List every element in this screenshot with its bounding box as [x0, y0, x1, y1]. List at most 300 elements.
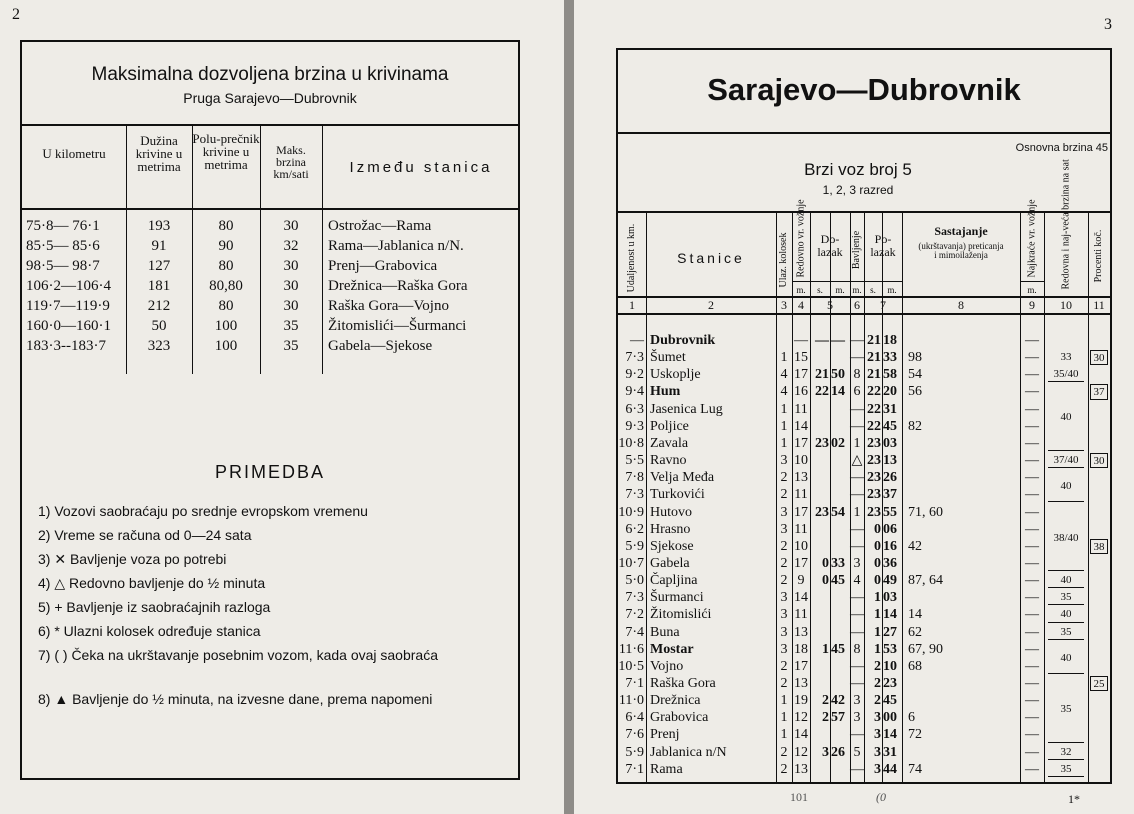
row-meetings: 98 [908, 350, 922, 366]
row-shortest: — [1025, 333, 1039, 348]
row-station: Poljice [650, 418, 689, 434]
row-track: 1 [780, 693, 788, 709]
row-departure-hour: 2 [874, 676, 881, 691]
handwritten-mark: 101 [790, 790, 808, 804]
row-regular-time: 18 [794, 641, 808, 657]
column-number: 2 [708, 298, 714, 312]
max-speed-cell: 40 [1048, 384, 1084, 451]
curve-length: 212 [147, 298, 171, 314]
row-arrival-minute: 50 [831, 367, 845, 383]
row-station: Vojno [650, 658, 684, 674]
row-dwell: — [850, 761, 864, 777]
col-header-grade: Procenti koč. [1093, 229, 1104, 283]
row-station: Drežnica [650, 693, 701, 709]
row-dwell: 3 [853, 710, 861, 726]
row-departure-minute: 36 [883, 555, 897, 571]
divider [22, 208, 518, 210]
row-departure-minute: 45 [883, 693, 897, 709]
row-shortest: — [1025, 521, 1039, 537]
row-regular-time: 13 [794, 676, 808, 691]
grade-cell: 30 [1090, 453, 1108, 468]
grade-cell: 30 [1090, 350, 1108, 365]
curve-km: 75·8— 76·1 [26, 218, 100, 234]
col-header-max-speed: Redovna i naj-veća brzina na sat [1060, 159, 1072, 290]
grid-line [1020, 281, 1044, 282]
row-station: Prenj [650, 727, 680, 743]
row-distance: 5·0 [625, 573, 644, 589]
note: 3) ✕ Bavljenje voza po potrebi [38, 551, 227, 567]
row-track: 3 [780, 453, 788, 469]
table-title: Maksimalna dozvoljena brzina u krivinama [91, 64, 449, 85]
row-arrival-minute: 54 [831, 504, 845, 520]
row-station: Šumet [650, 350, 686, 366]
row-track: 3 [780, 641, 788, 657]
row-departure-hour: 1 [874, 607, 881, 623]
col-header-arrival: Do-lazak [817, 232, 843, 259]
row-shortest: — [1025, 367, 1039, 383]
row-meetings: 71, 60 [908, 504, 943, 520]
row-meetings: 72 [908, 727, 922, 743]
row-departure-hour: 2 [874, 693, 881, 709]
row-dwell: 1 [853, 435, 861, 451]
curve-speed: 30 [283, 278, 299, 294]
curve-between: Raška Gora—Vojno [328, 298, 449, 314]
column-number: 11 [1093, 298, 1105, 312]
row-regular-time: 15 [794, 350, 808, 366]
row-regular-time: 10 [794, 538, 808, 554]
row-station: Čapljina [650, 573, 698, 589]
row-dwell: — [850, 333, 864, 348]
max-speed-cell: 40 [1048, 642, 1084, 674]
row-distance: 7·4 [625, 624, 644, 640]
row-distance: 5·9 [625, 538, 644, 554]
row-regular-time: 14 [794, 727, 808, 743]
curve-radius: 90 [218, 238, 234, 254]
col-header-between: Između stanica [349, 159, 493, 176]
row-departure-hour: 2 [874, 658, 881, 674]
row-departure-minute: 18 [883, 333, 897, 348]
curve-speed: 30 [283, 258, 299, 274]
row-departure-hour: 21 [867, 350, 881, 366]
max-speed-cell: 37/40 [1048, 453, 1084, 468]
row-distance: 10·9 [618, 504, 644, 520]
row-station: Zavala [650, 435, 689, 451]
curve-between: Rama—Jablanica n/N. [328, 238, 464, 254]
row-station: Ravno [650, 453, 687, 469]
row-departure-minute: 53 [883, 641, 897, 657]
row-dwell: — [850, 350, 864, 366]
row-departure-hour: 23 [867, 453, 881, 469]
row-arrival-minute: 02 [831, 435, 845, 451]
grid-line [646, 211, 647, 782]
row-track: 2 [780, 676, 788, 691]
curve-between: Žitomislići—Šurmanci [328, 318, 467, 334]
curve-km: 85·5— 85·6 [26, 238, 100, 254]
note: 5) + Bavljenje iz saobraćajnih razloga [38, 599, 271, 615]
curve-km: 98·5— 98·7 [26, 258, 100, 274]
row-departure-hour: 3 [874, 727, 881, 743]
row-station: Hum [650, 384, 681, 400]
row-departure-minute: 10 [883, 658, 897, 674]
column-number: 7 [880, 298, 886, 312]
row-dwell: 3 [853, 555, 861, 571]
route-title: Sarajevo—Dubrovnik [707, 72, 1021, 107]
row-track: 1 [780, 418, 788, 434]
col-header-length: Dužina krivine u metrima [135, 133, 183, 174]
train-classes: 1, 2, 3 razred [822, 183, 894, 197]
row-track: 3 [780, 607, 788, 623]
column-number: 10 [1060, 298, 1072, 312]
row-arrival-hour: 23 [815, 435, 829, 451]
col-header-regular: Redovno vr. vožnje [795, 199, 807, 278]
row-distance: — [630, 333, 644, 348]
curve-radius: 80,80 [209, 278, 243, 294]
curve-length: 193 [147, 218, 171, 234]
row-dwell: — [850, 624, 864, 640]
row-meetings: 56 [908, 384, 922, 400]
row-shortest: — [1025, 384, 1039, 400]
right-page [574, 0, 1134, 814]
curve-speed-table [20, 40, 520, 780]
notes-title: PRIMEDBA [214, 462, 326, 482]
curve-speed: 30 [283, 298, 299, 314]
row-dwell: — [850, 607, 864, 623]
row-arrival-hour: 0 [822, 573, 829, 589]
grid-line [902, 211, 903, 782]
row-dwell: 6 [853, 384, 861, 400]
row-meetings: 82 [908, 418, 922, 434]
unit-label: m. [796, 285, 806, 295]
base-speed: Osnovna brzina 45 [1015, 142, 1108, 154]
row-departure-hour: 23 [867, 504, 881, 520]
row-meetings: 62 [908, 624, 922, 640]
row-dwell: — [850, 538, 864, 554]
max-speed-cell: 35 [1048, 590, 1084, 605]
row-shortest: — [1025, 607, 1039, 623]
row-distance: 6·4 [625, 710, 644, 726]
row-meetings: 54 [908, 367, 922, 383]
row-arrival-minute: — [831, 333, 845, 348]
row-track: 1 [780, 727, 788, 743]
row-shortest: — [1025, 435, 1039, 451]
row-dwell: — [850, 590, 864, 606]
row-shortest: — [1025, 418, 1039, 434]
curve-km: 183·3--183·7 [26, 338, 106, 354]
row-arrival-minute: 33 [831, 555, 845, 571]
row-shortest: — [1025, 538, 1039, 554]
curve-length: 181 [147, 278, 171, 294]
max-speed-cell: 35 [1048, 625, 1084, 640]
row-meetings: 87, 64 [908, 573, 943, 589]
row-arrival-hour: 3 [822, 744, 829, 760]
row-distance: 9·2 [625, 367, 644, 383]
curve-radius: 80 [218, 298, 234, 314]
page-number: 3 [1104, 16, 1112, 33]
row-regular-time: 17 [794, 555, 808, 571]
row-dwell: 8 [853, 367, 861, 383]
row-track: 3 [780, 521, 788, 537]
row-departure-hour: 3 [874, 761, 881, 777]
curve-speed: 35 [283, 338, 299, 354]
row-track: 2 [780, 658, 788, 674]
row-departure-minute: 03 [883, 435, 897, 451]
row-station: Žitomislići [650, 607, 712, 623]
page-number: 2 [12, 6, 20, 23]
max-speed-cell: 33 [1048, 333, 1084, 382]
unit-label: m. [852, 285, 862, 295]
row-departure-minute: 23 [883, 676, 897, 691]
row-track: 4 [780, 367, 788, 383]
note: 1) Vozovi saobraćaju po srednje evropskom vremenu [38, 503, 368, 519]
signature-mark: 1* [1068, 792, 1080, 806]
column-number: 5 [827, 298, 833, 312]
note: 8) ▲ Bavljenje do ½ minuta, na izvesne dane, prema napomeni [38, 691, 433, 707]
row-regular-time: 13 [794, 761, 808, 777]
col-header-km: U kilometru [42, 146, 106, 161]
row-meetings: 67, 90 [908, 641, 943, 657]
row-arrival-minute: 45 [831, 573, 845, 589]
row-departure-minute: 49 [883, 573, 897, 589]
curve-between: Prenj—Grabovica [328, 258, 438, 274]
timetable [616, 48, 1112, 784]
row-arrival-hour: — [815, 333, 829, 348]
row-shortest: — [1025, 573, 1039, 589]
note: 2) Vreme se računa od 0—24 sata [38, 527, 252, 543]
row-distance: 7·3 [625, 350, 644, 366]
max-speed-cell: 35 [1048, 676, 1084, 743]
row-track: 2 [780, 470, 788, 486]
grid-line [792, 281, 902, 282]
max-speed-cell: 40 [1048, 573, 1084, 588]
row-departure-minute: 27 [883, 624, 897, 640]
row-track: 2 [780, 744, 788, 760]
max-speed-cell: 40 [1048, 607, 1084, 622]
max-speed-cell: 35 [1048, 762, 1084, 777]
row-regular-time: 14 [794, 590, 808, 606]
row-arrival-hour: 0 [822, 555, 829, 571]
row-departure-minute: 58 [883, 367, 897, 383]
row-departure-hour: 23 [867, 487, 881, 503]
col-header-meetings: Sastajanje [934, 224, 988, 238]
row-arrival-hour: 2 [822, 710, 829, 726]
row-station: Šurmanci [650, 590, 704, 606]
row-station: Raška Gora [650, 676, 716, 691]
row-regular-time: 11 [794, 521, 808, 537]
row-dwell: — [850, 487, 864, 503]
row-regular-time: 9 [797, 573, 805, 589]
train-name: Brzi voz broj 5 [804, 160, 912, 179]
row-departure-minute: 20 [883, 384, 897, 400]
row-arrival-minute: 14 [831, 384, 845, 400]
row-station: Dubrovnik [650, 333, 716, 348]
curve-between: Gabela—Sjekose [328, 338, 433, 354]
row-station: Hrasno [650, 521, 691, 537]
row-departure-minute: 33 [883, 350, 897, 366]
row-distance: 7·2 [625, 607, 644, 623]
curve-radius: 100 [214, 318, 238, 334]
row-regular-time: 12 [794, 710, 808, 726]
grid-line [1088, 211, 1089, 782]
row-dwell: — [850, 418, 864, 434]
row-arrival-minute: 26 [831, 744, 845, 760]
row-track: 3 [780, 504, 788, 520]
max-speed-cell: 40 [1048, 470, 1084, 502]
row-departure-hour: 0 [874, 538, 881, 554]
row-shortest: — [1025, 487, 1039, 503]
row-station: Hutovo [650, 504, 692, 520]
row-distance: 5·5 [625, 453, 644, 469]
col-header-dwell: Bavljenje [851, 230, 862, 270]
row-dwell: — [850, 521, 864, 537]
row-track: 4 [780, 384, 788, 400]
row-distance: 7·1 [625, 761, 644, 777]
row-distance: 9·4 [625, 384, 644, 400]
curve-length: 50 [151, 318, 167, 334]
row-departure-minute: 00 [883, 710, 897, 726]
curve-length: 323 [147, 338, 171, 354]
curve-radius: 80 [218, 258, 234, 274]
row-track: 2 [780, 538, 788, 554]
row-departure-hour: 0 [874, 573, 881, 589]
unit-label: s. [870, 285, 876, 295]
row-distance: 5·9 [625, 744, 644, 760]
grade-cell: 37 [1090, 384, 1108, 399]
row-station: Mostar [650, 641, 694, 657]
row-departure-hour: 23 [867, 435, 881, 451]
row-track: 1 [780, 710, 788, 726]
curve-between: Drežnica—Raška Gora [328, 278, 468, 294]
note: 6) * Ulazni kolosek određuje stanica [38, 623, 261, 639]
row-arrival-hour: 23 [815, 504, 829, 520]
row-departure-minute: 16 [883, 538, 897, 554]
grade-cell: 25 [1090, 676, 1108, 691]
row-shortest: — [1025, 470, 1039, 486]
row-meetings: 6 [908, 710, 915, 726]
row-station: Rama [650, 761, 683, 777]
row-station: Uskoplje [650, 367, 701, 383]
handwritten-mark: (0 [876, 790, 886, 804]
row-departure-hour: 22 [867, 384, 881, 400]
row-arrival-hour: 21 [815, 367, 829, 383]
row-shortest: — [1025, 693, 1039, 709]
row-regular-time: — [794, 333, 808, 348]
curve-radius: 100 [214, 338, 238, 354]
row-distance: 11·6 [618, 641, 644, 657]
column-number: 1 [629, 298, 635, 312]
unit-label: m. [835, 285, 845, 295]
row-departure-minute: 55 [883, 504, 897, 520]
row-departure-minute: 06 [883, 521, 897, 537]
column-number: 4 [798, 298, 804, 312]
row-shortest: — [1025, 676, 1039, 691]
row-distance: 10·7 [618, 555, 644, 571]
row-track: 2 [780, 761, 788, 777]
divider [618, 132, 1110, 134]
row-departure-minute: 26 [883, 470, 897, 486]
row-distance: 7·6 [625, 727, 644, 743]
row-station: Sjekose [650, 538, 694, 554]
row-dwell: — [850, 676, 864, 691]
note: 7) ( ) Čeka na ukrštavanje posebnim vozom, kada ovaj saobraća [38, 647, 438, 663]
row-station: Turkovići [650, 487, 705, 503]
row-shortest: — [1025, 744, 1039, 760]
curve-km: 119·7—119·9 [26, 298, 110, 314]
curve-length: 127 [147, 258, 171, 274]
table-subtitle: Pruga Sarajevo—Dubrovnik [183, 90, 357, 106]
row-track: 3 [780, 590, 788, 606]
unit-label: m. [1027, 285, 1037, 295]
row-dwell: — [850, 658, 864, 674]
row-shortest: — [1025, 504, 1039, 520]
row-departure-hour: 22 [867, 418, 881, 434]
row-departure-minute: 31 [883, 401, 897, 417]
row-shortest: — [1025, 590, 1039, 606]
row-regular-time: 11 [794, 487, 808, 503]
row-shortest: — [1025, 727, 1039, 743]
row-departure-minute: 14 [883, 607, 897, 623]
row-track: 1 [780, 435, 788, 451]
column-number: 8 [958, 298, 964, 312]
row-distance: 7·8 [625, 470, 644, 486]
row-shortest: — [1025, 710, 1039, 726]
row-meetings: 14 [908, 607, 922, 623]
row-shortest: — [1025, 350, 1039, 366]
row-dwell: 1 [853, 504, 861, 520]
note: 4) △ Redovno bavljenje do ½ minuta [38, 575, 266, 591]
row-regular-time: 17 [794, 658, 808, 674]
max-speed-cell: 38/40 [1048, 505, 1084, 572]
row-regular-time: 17 [794, 504, 808, 520]
max-speed-cell: 32 [1048, 745, 1084, 760]
row-dwell: — [850, 470, 864, 486]
row-shortest: — [1025, 555, 1039, 571]
row-departure-minute: 14 [883, 727, 897, 743]
unit-label: m. [887, 285, 897, 295]
curve-km: 160·0—160·1 [26, 318, 111, 334]
row-shortest: — [1025, 453, 1039, 469]
column-number: 9 [1029, 298, 1035, 312]
grade-cell: 38 [1090, 539, 1108, 554]
row-departure-hour: 21 [867, 367, 881, 383]
row-station: Buna [650, 624, 680, 640]
row-departure-minute: 44 [883, 761, 897, 777]
row-arrival-minute: 57 [831, 710, 845, 726]
column-number: 6 [854, 298, 860, 312]
row-regular-time: 19 [794, 693, 808, 709]
row-regular-time: 13 [794, 624, 808, 640]
row-track: 2 [780, 573, 788, 589]
row-station: Velja Međa [650, 470, 715, 486]
row-distance: 6·2 [625, 521, 644, 537]
row-departure-hour: 1 [874, 624, 881, 640]
grid-line [1044, 211, 1045, 782]
curve-between: Ostrožac—Rama [328, 218, 432, 234]
row-distance: 10·5 [618, 658, 644, 674]
row-dwell: — [850, 401, 864, 417]
col-header-stations: Stanice [677, 250, 745, 266]
row-meetings: 74 [908, 761, 922, 777]
row-departure-minute: 03 [883, 590, 897, 606]
column-number: 3 [781, 298, 787, 312]
row-departure-minute: 37 [883, 487, 897, 503]
row-station: Grabovica [650, 710, 709, 726]
curve-speed: 32 [283, 238, 299, 254]
max-speed-cell: 35/40 [1048, 367, 1084, 382]
curve-radius: 80 [218, 218, 234, 234]
row-meetings: 68 [908, 658, 922, 674]
col-header-track: Ulaz. kolosek [778, 232, 789, 288]
row-arrival-minute: 42 [831, 693, 845, 709]
